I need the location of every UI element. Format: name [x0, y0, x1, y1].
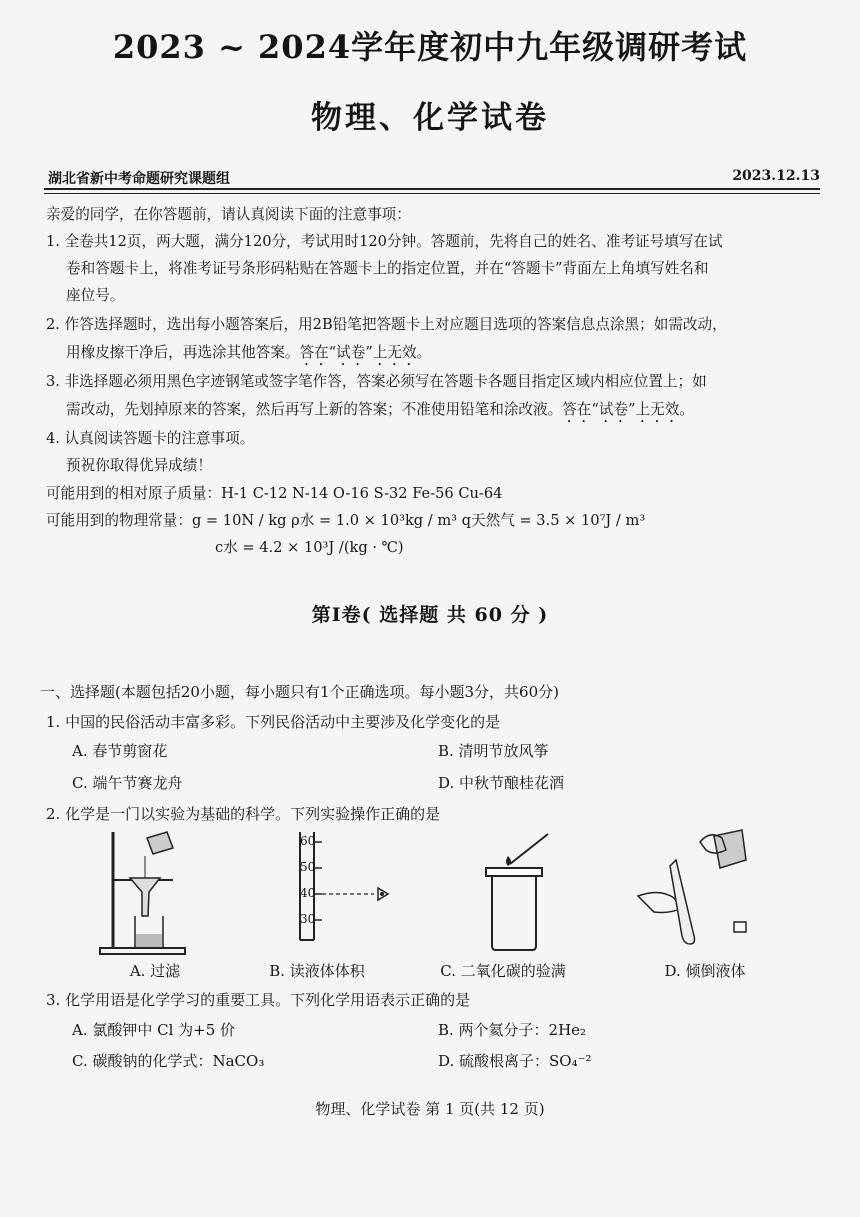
part-heading: 一、选择题(本题包括20小题，每小题只有1个正确选项。每小题3分，共60分)	[40, 683, 559, 701]
question-2-stem: 2. 化学是一门以实验为基础的科学。下列实验操作正确的是	[46, 805, 441, 823]
cylinder-tick-60: 60	[300, 834, 316, 848]
atomic-masses: 可能用到的相对原子质量：H-1 C-12 N-14 O-16 S-32 Fe-56 Cu-64	[46, 485, 503, 502]
organization: 湖北省新中考命题研究课题组	[48, 171, 230, 187]
co2-test-figure	[470, 826, 560, 956]
notice-item-3: 3. 非选择题必须用黑色字迹钢笔或签字笔作答，答案必须写在答题卡各题目指定区域内相应位置上；如	[46, 373, 707, 390]
cylinder-tick-30: 30	[300, 912, 316, 926]
notice-item-1: 1. 全卷共12页，两大题，满分120分，考试用时120分钟。答题前，先将自己的姓名、准考证号填写在试	[46, 233, 723, 250]
physics-constants-line2: c水 = 4.2 × 10³J /(kg · ℃)	[215, 539, 404, 556]
q1-option-a: A. 春节剪窗花	[72, 742, 168, 760]
q3-option-c: C. 碳酸钠的化学式：NaCO₃	[72, 1052, 265, 1070]
q3-option-a: A. 氯酸钾中 Cl 为+5 价	[72, 1021, 236, 1039]
exam-subtitle: 物理、化学试卷	[311, 100, 549, 136]
q2-option-b: B. 读液体体积	[269, 962, 365, 980]
header-rule	[44, 188, 820, 190]
q1-option-d: D. 中秋节酿桂花酒	[438, 774, 565, 792]
cylinder-tick-50: 50	[300, 860, 316, 874]
exam-date: 2023.12.13	[732, 168, 820, 184]
q1-option-c: C. 端午节赛龙舟	[72, 774, 183, 792]
notice-item-3-line2: 需改动，先划掉原来的答案，然后再写上新的答案；不准使用铅笔和涂改液。答在“试卷”上无效。	[66, 401, 694, 418]
good-luck: 预祝你取得优异成绩！	[66, 457, 212, 474]
notice-item-4: 4. 认真阅读答题卡的注意事项。	[46, 430, 255, 447]
emphasis-text: 答在“试卷”上无效	[299, 344, 417, 361]
filtration-apparatus-figure	[95, 830, 205, 960]
q2-option-d: D. 倾倒液体	[664, 962, 746, 980]
physics-constants: 可能用到的物理常量：g = 10N / kg ρ水 = 1.0 × 10³kg / m³ q天然气 = 3.5 × 10⁷J / m³	[46, 512, 646, 529]
q3-option-d: D. 硫酸根离子：SO₄⁻²	[438, 1052, 592, 1070]
page-footer: 物理、化学试卷 第 1 页(共 12 页)	[315, 1100, 545, 1118]
notice-item-2-line2: 用橡皮擦干净后，再选涂其他答案。答在“试卷”上无效。	[66, 344, 432, 361]
question-1-stem: 1. 中国的民俗活动丰富多彩。下列民俗活动中主要涉及化学变化的是	[46, 713, 501, 731]
pouring-liquid-figure	[630, 826, 760, 956]
section-title: 第Ⅰ卷( 选择题 共 60 分 )	[311, 604, 549, 626]
q1-option-b: B. 清明节放风筝	[438, 742, 549, 760]
q3-option-b: B. 两个氦分子：2He₂	[438, 1021, 587, 1039]
header-rule-thin	[44, 193, 820, 194]
notice-item-2: 2. 作答选择题时，选出每小题答案后，用2B铅笔把答题卡上对应题目选项的答案信息点涂黑；如需改动，	[46, 316, 727, 333]
emphasis-text: 答在“试卷”上无效	[562, 401, 680, 418]
q2-option-a: A. 过滤	[129, 962, 181, 980]
notice-item-1-line3: 座位号。	[66, 287, 125, 304]
notice-item-1-line2: 卷和答题卡上，将准考证号条形码粘贴在答题卡上的指定位置，并在“答题卡”背面左上角填写姓名和	[66, 260, 709, 277]
cylinder-tick-40: 40	[300, 886, 316, 900]
notice-intro: 亲爱的同学，在你答题前，请认真阅读下面的注意事项：	[46, 206, 411, 223]
q2-option-c: C. 二氧化碳的验满	[440, 962, 566, 980]
exam-title: 2023 ~ 2024学年度初中九年级调研考试	[112, 28, 748, 66]
question-3-stem: 3. 化学用语是化学学习的重要工具。下列化学用语表示正确的是	[46, 991, 471, 1009]
